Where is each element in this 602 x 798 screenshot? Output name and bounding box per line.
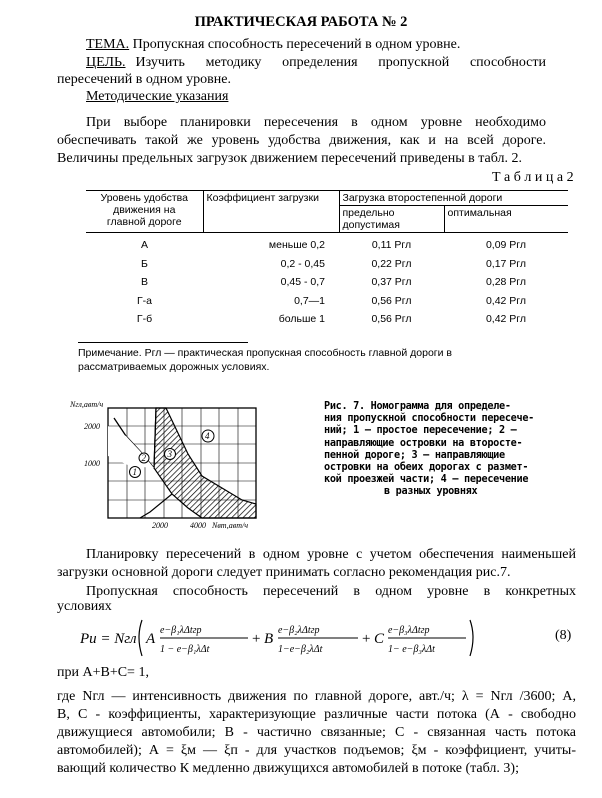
- table-row: [86, 310, 568, 329]
- load-table: [86, 190, 568, 329]
- para4-line5: вающий количество К медленно движущихся автомобилей в потоке (табл. 3);: [57, 761, 519, 776]
- table-label: Т а б л и ц а 2: [492, 170, 574, 185]
- cell-max: 0,56 Pгл: [371, 313, 412, 325]
- goal-text-1: Изучить методику определения пропускной способности: [135, 55, 546, 70]
- cell-opt: 0,09 Pгл: [485, 239, 527, 251]
- cell-coef: больше 1: [278, 313, 325, 325]
- para1-line3: Величины предельных загрузок движением пересечений приведены в табл. 2.: [57, 151, 523, 166]
- para2-line1: Планировку пересечений в одном уровне с учетом обеспечения наименьшей: [86, 547, 576, 562]
- caption-line: кой проезжей части; 4 — пересечение: [324, 474, 529, 486]
- equation-number: (8): [555, 628, 572, 643]
- cell-level: Г-а: [136, 294, 153, 307]
- caption-line: островки на обеих дорогах с размет-: [324, 462, 529, 474]
- paren-left: [139, 620, 142, 656]
- header-level-l1: Уровень удобства: [100, 192, 188, 204]
- caption-line: пенной дороге; 3 — направляющие: [324, 449, 505, 461]
- coef-b: B: [264, 631, 274, 647]
- b-numerator: e−β₂λΔtгр: [278, 625, 320, 636]
- para3-line1: Пропускная способность пересечений в одном уровне в конкретных: [86, 584, 576, 599]
- plus-2: +: [362, 631, 371, 647]
- header-secondary: Загрузка второстепенной дороги: [339, 191, 568, 206]
- y-tick-1000: 1000: [84, 459, 100, 468]
- region-3-label: 3: [167, 449, 172, 459]
- cell-level: В: [140, 276, 148, 288]
- caption-line: ний; 1 — простое пересечение; 2 —: [324, 425, 517, 437]
- region-2-label: 2: [141, 453, 146, 463]
- cell-level: Г-б: [136, 313, 153, 325]
- formula-lhs: Pи = Nгл: [80, 631, 137, 647]
- a-numerator: e−β₁λΔtгр: [160, 625, 202, 636]
- header-level: [86, 191, 203, 233]
- cell-coef: 0,2 - 0,45: [280, 257, 325, 270]
- para4-line2: В, С - коэффициенты, характеризующие различные части потока (А - свободно: [57, 707, 576, 722]
- formula-8: [80, 612, 480, 662]
- caption-line: в разных уровнях: [384, 486, 478, 498]
- cell-opt: 0,42 Pгл: [485, 313, 527, 325]
- para2-line2: загрузки основной дороги следует принимать согласно рекомендация рис.7.: [57, 565, 511, 580]
- coef-c: C: [374, 631, 385, 647]
- cell-max: 0,11 Pгл: [371, 239, 412, 251]
- cell-opt: 0,17 Pгл: [485, 257, 527, 270]
- region-4-label: 4: [205, 431, 210, 441]
- cell-max: 0,56 Pгл: [371, 294, 412, 307]
- note-line1: Примечание. Pгл — практическая пропускная способность главной дороги в: [78, 347, 453, 359]
- note-divider: [78, 342, 248, 343]
- x-axis-label: Nвт,авт/ч: [212, 521, 249, 530]
- table-row: [86, 273, 568, 292]
- condition-line: при А+В+С= 1,: [57, 665, 149, 680]
- table-row: [86, 233, 568, 255]
- table-note: [78, 346, 538, 374]
- caption-line: направляющие островки на второсте-: [324, 437, 523, 449]
- c-denominator: 1− e−β₃λΔt: [388, 644, 435, 655]
- para3-line2: условиях: [57, 599, 112, 614]
- x-tick-4000: 4000: [190, 521, 206, 530]
- region-1-label: 1: [132, 467, 137, 477]
- caption-line: Рис. 7. Номограмма для определе-: [324, 401, 511, 412]
- cell-coef: меньше 0,2: [268, 239, 325, 251]
- c-numerator: e−β₃λΔtгр: [388, 625, 430, 636]
- cell-max: 0,37 Pгл: [371, 276, 412, 288]
- cell-max: 0,22 Pгл: [371, 257, 412, 270]
- b-denominator: 1−e−β₂λΔt: [278, 644, 323, 655]
- goal-text-2: пересечений в одном уровне.: [57, 72, 231, 87]
- theme-label: ТЕМА.: [86, 37, 130, 52]
- a-denominator: 1 − e−β₁λΔt: [160, 644, 210, 655]
- para4-line1: где Nгл — интенсивность движения по главной дороге, авт./ч; λ = Nгл /3600; А,: [57, 689, 576, 704]
- y-axis-label: Nгл,авт/ч: [70, 400, 104, 409]
- para4-line3: движущиеся автомобили; В - частично связанные; С - связанная часть потока: [57, 725, 576, 740]
- para4-line4: автомобилей); А = ξм — ξп - для участков подъемов; ξм - коэффициент, учиты-: [57, 743, 576, 758]
- y-tick-2000: 2000: [84, 422, 100, 431]
- theme-line: [86, 37, 460, 53]
- header-coef: Коэффициент загрузки: [203, 191, 339, 233]
- cell-opt: 0,28 Pгл: [485, 276, 527, 288]
- table-row: [86, 255, 568, 274]
- theme-text: Пропускная способность пересечений в одном уровне.: [132, 37, 461, 52]
- header-level-l2: движения на: [113, 204, 176, 216]
- plus-1: +: [252, 631, 261, 647]
- header-max: [339, 206, 444, 233]
- caption-line: ния пропускной способности пересече-: [324, 413, 535, 425]
- goal-line: [86, 55, 546, 71]
- header-level-l3: главной дороге: [106, 216, 182, 228]
- cell-level: А: [140, 239, 148, 251]
- para1-line1: При выборе планировки пересечения в одном уровне необходимо: [86, 115, 546, 130]
- table-row: [86, 292, 568, 311]
- cell-coef: 0,7—1: [294, 294, 325, 307]
- goal-label: ЦЕЛЬ.: [86, 55, 126, 70]
- note-line2: рассматриваемых дорожных условиях.: [78, 361, 270, 373]
- para1-line2: обеспечивать такой же уровень удобства движения, как и на всей дороге.: [57, 133, 546, 148]
- cell-opt: 0,42 Pгл: [485, 294, 527, 307]
- header-max-l1: предельно: [342, 207, 395, 219]
- figure-caption: [324, 401, 556, 499]
- paren-right: [470, 620, 473, 656]
- coef-a: A: [146, 631, 156, 647]
- cell-coef: 0,45 - 0,7: [280, 276, 325, 288]
- page-title: ПРАКТИЧЕСКАЯ РАБОТА № 2: [194, 14, 408, 30]
- method-heading: Методические указания: [86, 89, 229, 104]
- nomogram-figure: [70, 396, 300, 536]
- header-max-l2: допустимая: [342, 219, 400, 231]
- header-opt: оптимальная: [444, 206, 568, 233]
- x-tick-2000: 2000: [152, 521, 168, 530]
- cell-level: Б: [141, 257, 148, 270]
